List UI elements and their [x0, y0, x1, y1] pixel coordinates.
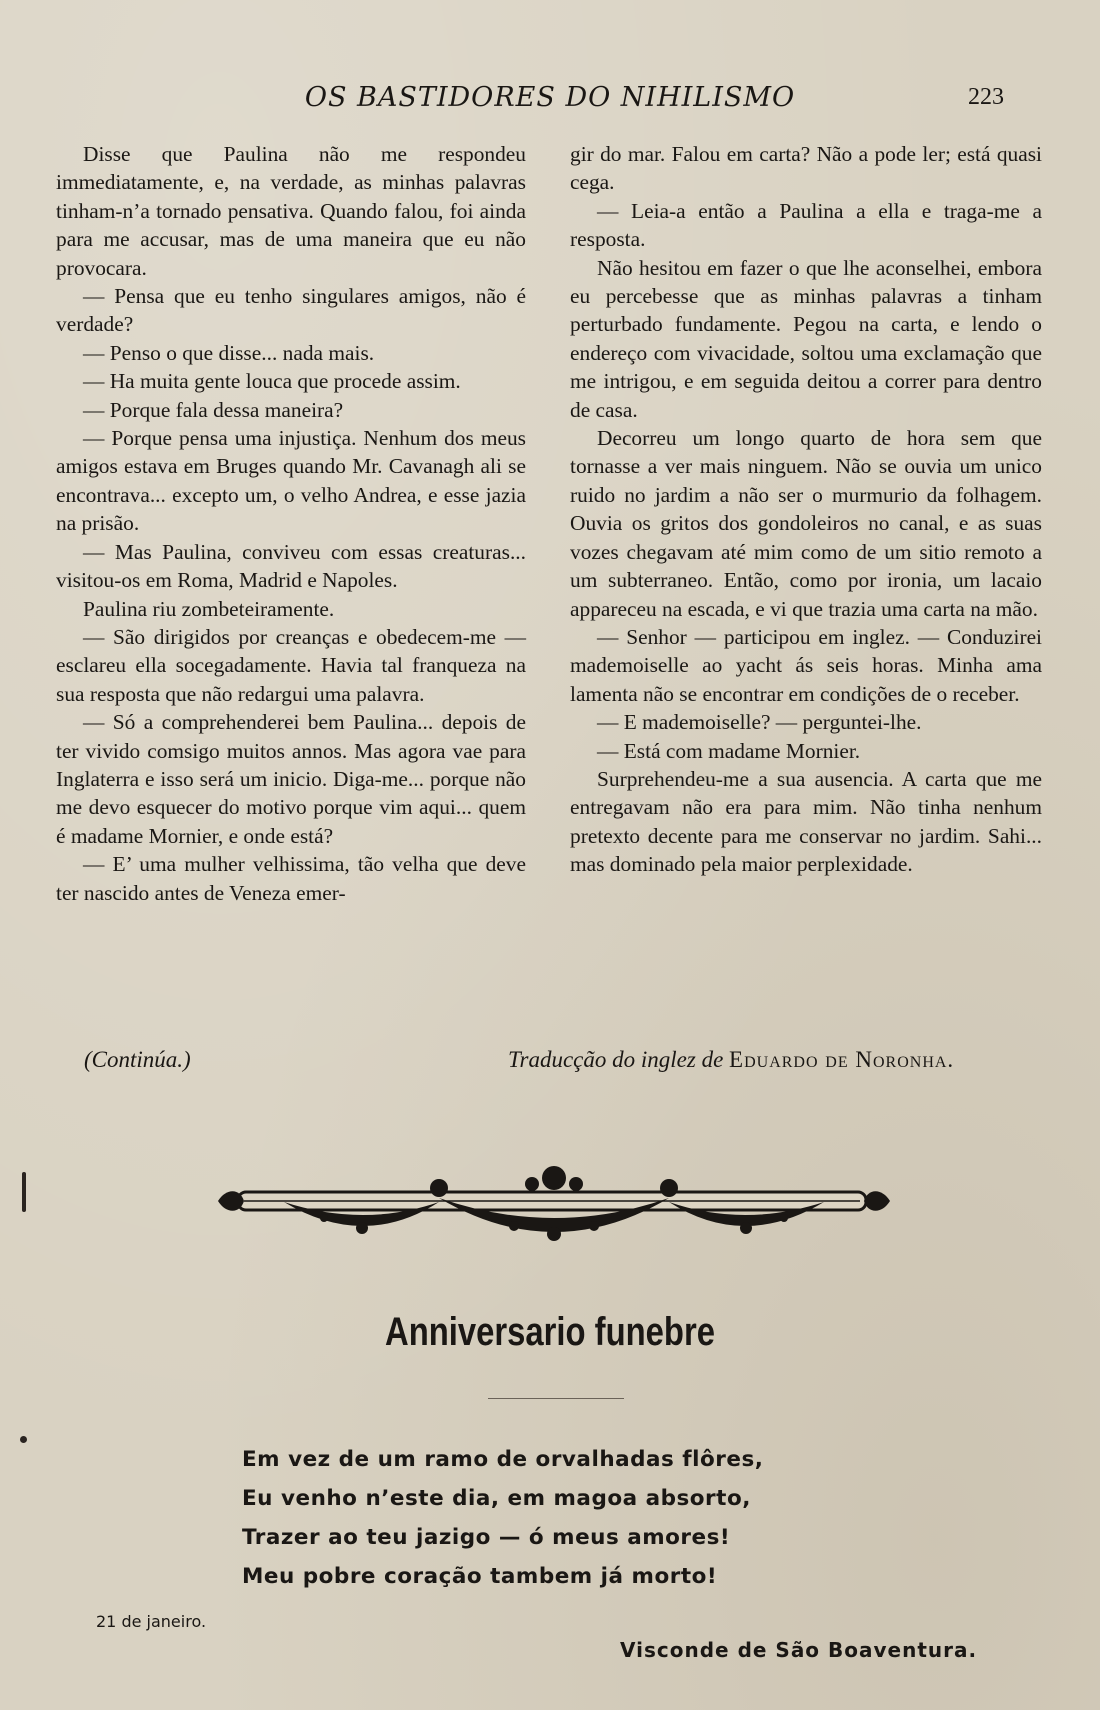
title-divider	[488, 1398, 624, 1399]
paragraph: gir do mar. Falou em carta? Não a pode ler; está quasi cega.	[570, 142, 1042, 195]
poem-date: 21 de janeiro.	[96, 1612, 207, 1631]
poem-author: Visconde de São Boaventura.	[620, 1638, 978, 1662]
poem-line: Trazer ao teu jazigo — ó meus amores!	[242, 1525, 731, 1550]
paragraph: — Ha muita gente louca que procede assim.	[83, 369, 461, 394]
poem	[242, 1440, 763, 1596]
margin-mark	[20, 1436, 27, 1443]
paragraph: Não hesitou em fazer o que lhe aconselhei, embora eu percebesse que as minhas palavras a tinham perturbado fundamente. Pegou na carta, e lendo o endereço com vivacidade, soltou uma exclamação que me intrigou, e em seguida deitou a correr para dentro de casa.	[570, 255, 1042, 422]
paragraph: — Senhor — participou em inglez. — Conduzirei mademoiselle ao yacht ás seis horas. Minha ama lamenta não se encontrar em condições de o receber.	[570, 624, 1042, 706]
paragraph: Paulina riu zombeteiramente.	[83, 596, 335, 621]
poem-line: Eu venho n’este dia, em magoa absorto,	[242, 1486, 751, 1511]
translator-name: Eduardo de Noronha.	[729, 1047, 955, 1072]
continua-note: (Continúa.)	[84, 1047, 191, 1072]
paragraph: — Está com madame Mornier.	[597, 738, 861, 763]
poem-line: Em vez de um ramo de orvalhadas flôres,	[242, 1447, 764, 1472]
translation-prefix: Traducção do inglez de	[508, 1047, 724, 1072]
paragraph: Disse que Paulina não me respondeu immediatamente, e, na verdade, as minhas palavras tinham-n’a tornado pensativa. Quando falou, foi ainda para me accusar, mas de uma maneira que eu não provocara.	[56, 142, 526, 280]
paragraph: — Só a comprehenderei bem Paulina... depois de ter vivido comsigo muitos annos. Mas agora vae para Inglaterra e isso será um inicio. Diga-me... porque não me devo esquecer do motivo porque vim aqui... quem é madame Mornier, e onde está?	[56, 710, 526, 848]
paragraph: — E’ uma mulher velhissima, tão velha que deve ter nascido antes de Veneza emer-	[56, 852, 526, 905]
margin-mark	[22, 1172, 26, 1212]
ornament-divider-icon	[214, 1158, 894, 1246]
paragraph: Surprehendeu-me a sua ausencia. A carta que me entregavam não era para mim. Não tinha nenhum pretexto decente para me conservar no jardim. Sahi... mas dominado pela maior perplexidade.	[570, 766, 1042, 877]
paragraph: — E mademoiselle? — perguntei-lhe.	[597, 710, 922, 735]
paragraph: — Penso o que disse... nada mais.	[83, 340, 375, 365]
translation-credit	[508, 1047, 954, 1073]
paragraph: — Mas Paulina, conviveu com essas creaturas... visitou-os em Roma, Madrid e Napoles.	[56, 539, 526, 593]
paragraph: Decorreu um longo quarto de hora sem que tornasse a ver mais ninguem. Não se ouvia um unico ruido no jardim a não ser o murmurio da folhagem. Ouvia os gritos dos gondoleiros no canal, e as suas vozes chegavam até mim como de um sitio remoto a um subterraneo. Então, como por ironia, um lacaio appareceu na escada, e vi que trazia uma carta na mão.	[570, 426, 1042, 621]
paragraph: — Leia-a então a Paulina a ella e traga-me a resposta.	[570, 198, 1042, 252]
paragraph: — São dirigidos por creanças e obedecem-me — esclareu ella socegadamente. Havia tal franqueza na sua resposta que não redargui uma palavra.	[56, 624, 526, 706]
paragraph: — Pensa que eu tenho singulares amigos, não é verdade?	[56, 284, 526, 337]
poem-line: Meu pobre coração tambem já morto!	[242, 1564, 718, 1589]
right-column	[570, 140, 1042, 879]
poem-title: Anniversario funebre	[385, 1310, 715, 1354]
paragraph: — Porque pensa uma injustiça. Nenhum dos meus amigos estava em Bruges quando Mr. Cavanagh ali se encontrava... excepto um, o velho Andrea, e esse jazia na prisão.	[56, 426, 526, 536]
paragraph: — Porque fala dessa maneira?	[83, 397, 344, 422]
page-number: 223	[968, 84, 1004, 110]
left-column	[56, 140, 526, 907]
running-head: OS BASTIDORES DO NIHILISMO	[304, 82, 796, 113]
